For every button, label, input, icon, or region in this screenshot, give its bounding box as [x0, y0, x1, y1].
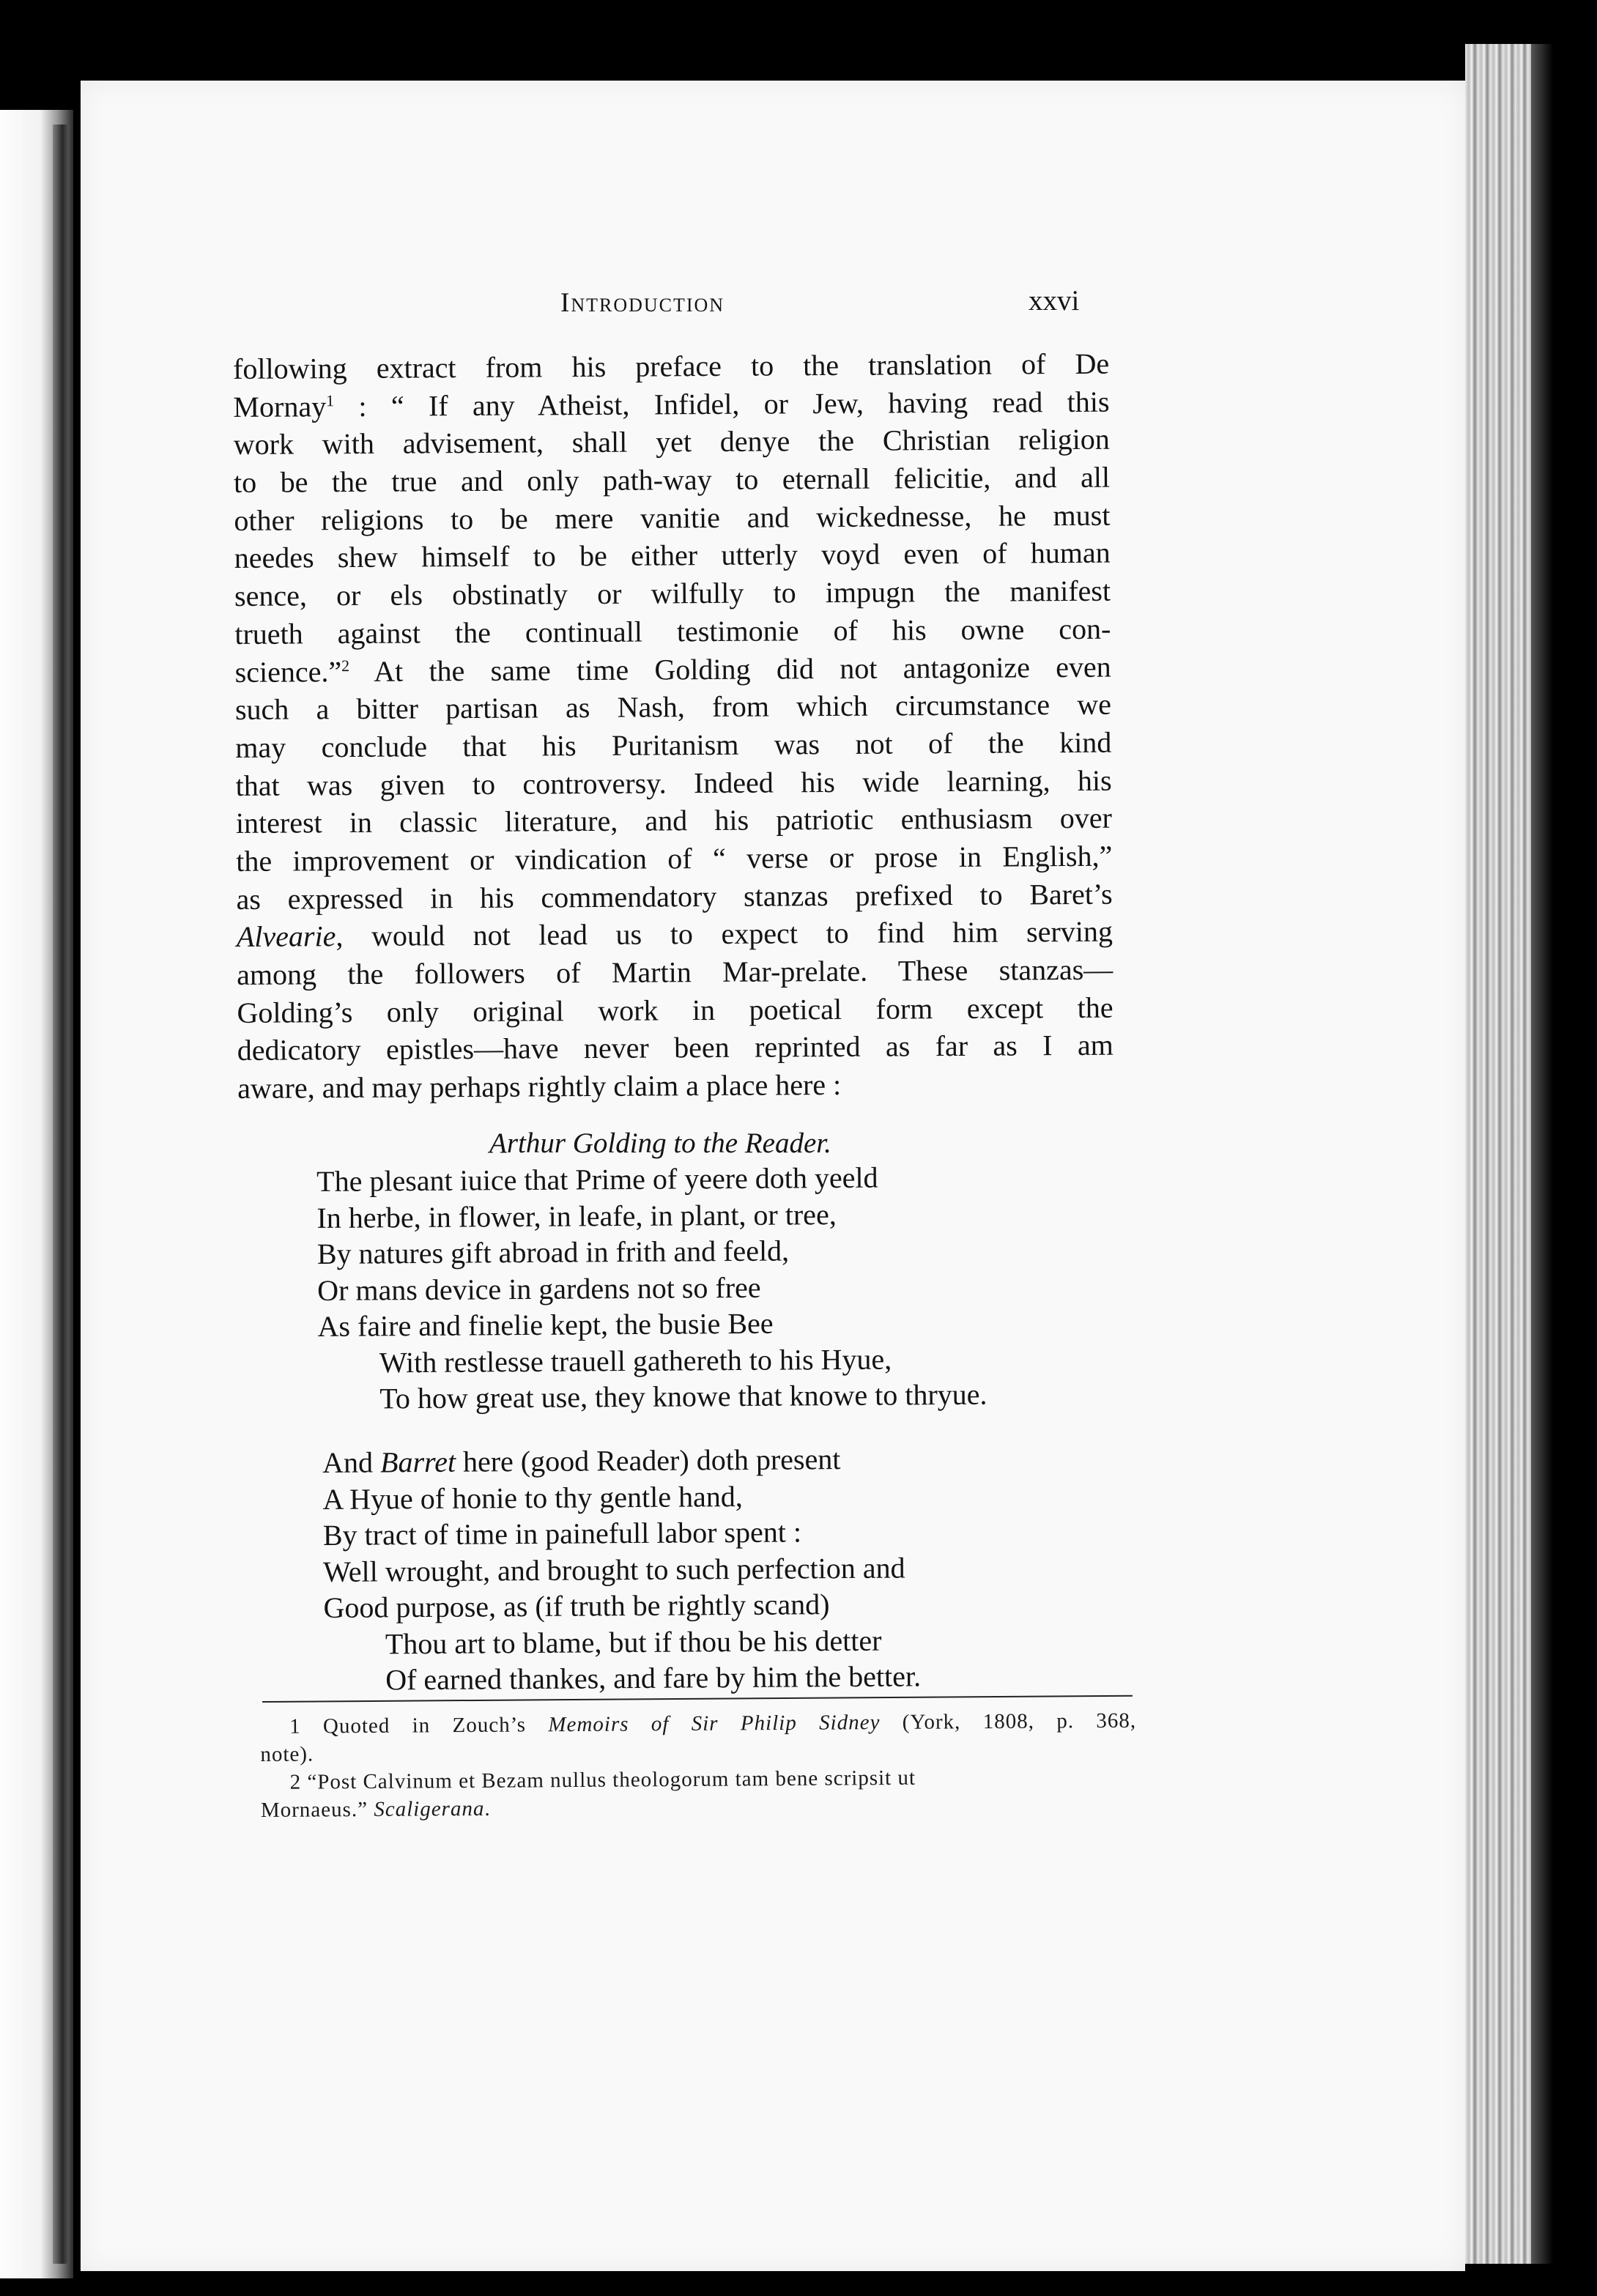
body-line: Mornay$^1$ : “ If any Atheist, Infidel, or Jew, having read this — [233, 385, 1110, 423]
body-line: aware, and may perhaps rightly claim a place here : — [237, 1068, 842, 1106]
body-line: to be the true and only path-way to eternall felicitie, and all — [233, 460, 1111, 500]
verse-line: The plesant iuice that Prime of yeere doth yeeld — [316, 1160, 878, 1198]
body-line: the improvement or vindication of “ verse or prose in English,” — [236, 839, 1113, 878]
verse-line: In herbe, in flower, in leafe, in plant, or tree, — [316, 1197, 837, 1234]
body-line: needes shew himself to be either utterly voyd even of human — [234, 536, 1111, 575]
name-barret: Barret — [379, 1445, 456, 1479]
body-line: interest in classic literature, and his patriotic enthusiasm over — [235, 801, 1113, 840]
book-title-alvearie: Alvearie — [236, 919, 336, 954]
verse-line: With restlesse trauell gathereth to his Hyue, — [379, 1342, 892, 1379]
right-edge-shadow — [1531, 44, 1553, 2264]
body-line: among the followers of Martin Mar-prelate. These stanzas— — [237, 952, 1114, 991]
verse-line: Of earned thankes, and fare by him the better. — [385, 1659, 922, 1697]
body-line: that was given to controversy. Indeed his wide learning, his — [235, 763, 1112, 802]
poem-stanza-1 — [316, 1159, 988, 1418]
body-paragraph — [233, 345, 1114, 1108]
body-line: may conclude that his Puritanism was not of the kind — [235, 725, 1112, 764]
verse-line: As faire and finelie kept, the busie Bee — [317, 1306, 774, 1343]
footnote-marker: 2 — [289, 1770, 302, 1794]
footnote-source-title: Scaligerana — [374, 1796, 485, 1821]
verse-line: By tract of time in painefull labor spent : — [322, 1515, 802, 1552]
footnote-1-continuation: note). — [260, 1742, 314, 1766]
page-number: xxvi — [1029, 285, 1080, 316]
poem-stanza-2 — [322, 1440, 921, 1698]
right-page-edges — [1465, 44, 1538, 2264]
body-line: other religions to be mere vanitie and wickednesse, he must — [234, 498, 1111, 537]
body-line: such a bitter partisan as Nash, from which circumstance we — [234, 687, 1112, 727]
footnote-1: 1 Quoted in Zouch’s Memoirs of Sir Philip Sidney (York, 1808, p. 368, — [289, 1708, 1137, 1738]
footnote-2-continuation: Mornaeus.” Scaligerana. — [260, 1796, 491, 1822]
body-line: sence, or els obstinatly or wilfully to impugn the manifest — [234, 574, 1111, 613]
running-head: Introduction — [560, 288, 725, 318]
body-line: work with advisement, shall yet denye the Christian religion — [233, 423, 1110, 462]
verse-line: Or mans device in gardens not so free — [317, 1270, 761, 1307]
verse-line: By natures gift abroad in frith and feeld, — [316, 1234, 790, 1270]
verse-line: Good purpose, as (if truth be rightly scand) — [323, 1588, 830, 1624]
verse-line: To how great use, they knowe that knowe to thryue. — [379, 1377, 988, 1415]
book-gutter — [53, 125, 69, 2264]
footnote-ref: 1 — [325, 390, 335, 410]
verse-line: A Hyue of honie to thy gentle hand, — [322, 1479, 743, 1516]
verse-line: And Barret here (good Reader) doth present — [322, 1443, 841, 1479]
body-line: Golding’s only original work in poetical form except the — [237, 990, 1114, 1029]
footnote-book-title: Memoirs of Sir Philip Sidney — [548, 1711, 881, 1737]
verse-line: Well wrought, and brought to such perfection and — [323, 1550, 905, 1588]
body-line: dedicatory epistles—have never been reprinted as far as I am — [237, 1029, 1114, 1067]
body-line: science.”$^2$ At the same time Golding did not antagonize even — [234, 650, 1111, 689]
footnotes — [260, 1707, 1137, 1824]
footnote-ref: 2 — [341, 656, 350, 675]
footnote-2: 2 “Post Calvinum et Bezam nullus theologorum tam bene scripsit ut — [289, 1766, 916, 1794]
verse-line: Thou art to blame, but if thou be his detter — [385, 1623, 882, 1660]
footnote-marker: 1 — [289, 1714, 301, 1738]
body-line: as expressed in his commendatory stanzas prefixed to Baret’s — [236, 877, 1113, 916]
body-line: trueth against the continuall testimonie of his owne con- — [234, 612, 1111, 651]
body-line: Alvearie, would not lead us to expect to find him serving — [236, 914, 1114, 954]
poem-title: Arthur Golding to the Reader. — [489, 1127, 831, 1159]
body-line: following extract from his preface to the translation of De — [233, 347, 1110, 385]
